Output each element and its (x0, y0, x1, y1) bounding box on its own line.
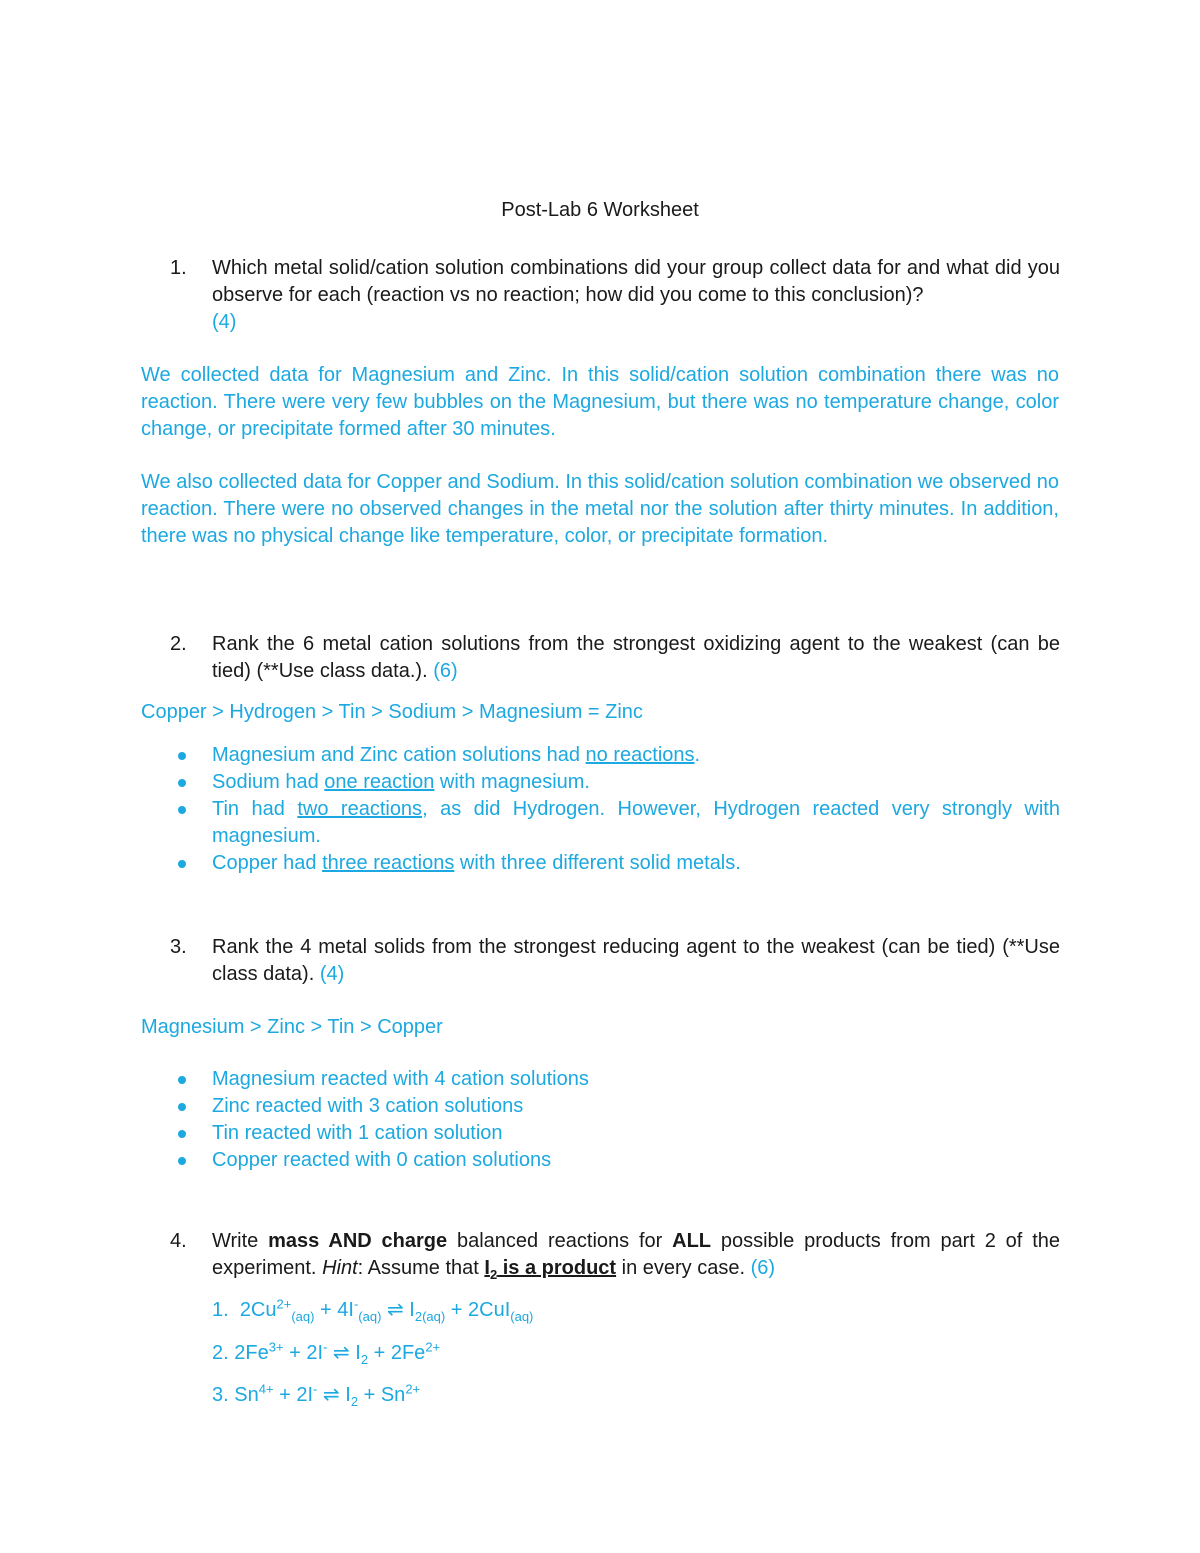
question-number: 4. (170, 1230, 187, 1252)
q2-bullet-list (170, 742, 1060, 877)
bullet-icon (178, 860, 186, 868)
equation-2: 2. $2Fe^{3+} + 2I^-$ ⇌ $I_2 + 2Fe^{2+}$ (212, 1339, 441, 1367)
list-item: Tin reacted with 1 cation solution (170, 1120, 1060, 1147)
answer-1-paragraph-1: We collected data for Magnesium and Zinc. In this solid/cation solution combination there was no reaction. There were very few bubbles on the Magnesium, but there was no temperature change, color change, or precipitate formed after 30 minutes. (141, 364, 1059, 440)
list-item: Copper reacted with 0 cation solutions (170, 1147, 1060, 1174)
list-item: Magnesium and Zinc cation solutions had no reactions. (170, 742, 1060, 769)
question-4 (170, 1228, 1060, 1282)
q3-bullet-list (170, 1066, 1060, 1174)
bullet-icon (178, 806, 186, 814)
question-1 (170, 255, 1060, 336)
page-title: Post-Lab 6 Worksheet (501, 199, 699, 221)
bullet-icon (178, 752, 186, 760)
list-item: Magnesium reacted with 4 cation solutions (170, 1066, 1060, 1093)
list-item: Zinc reacted with 3 cation solutions (170, 1093, 1060, 1120)
question-number: 3. (170, 936, 187, 958)
bullet-icon (178, 779, 186, 787)
question-text (212, 934, 1060, 988)
bullet-icon (178, 1157, 186, 1165)
question-text (212, 255, 1060, 336)
question-2-text: Rank the 6 metal cation solutions from the strongest oxidizing agent to the weakest (can be tied) (**Use class data.). (212, 633, 1060, 682)
question-3-text: Rank the 4 metal solids from the strongest reducing agent to the weakest (can be tied) (**Use class data). (212, 936, 1060, 985)
list-item: Sodium had one reaction with magnesium. (170, 769, 1060, 796)
question-number: 1. (170, 257, 187, 279)
question-text (212, 631, 1060, 685)
question-2 (170, 631, 1060, 685)
reducing-ranking: Magnesium > Zinc > Tin > Copper (141, 1016, 443, 1038)
bullet-icon (178, 1076, 186, 1084)
oxidizing-ranking: Copper > Hydrogen > Tin > Sodium > Magnesium = Zinc (141, 701, 643, 723)
equation-1: 1. $2Cu^{2+}_{(aq)} + 4I^-_{(aq)}$ ⇌ $I_{2(aq)} + 2CuI_{(aq)}$ (212, 1296, 534, 1324)
question-3-points: (4) (319, 963, 345, 985)
list-item: Tin had two reactions, as did Hydrogen. However, Hydrogen reacted very strongly with magnesium. (170, 796, 1060, 850)
question-number: 2. (170, 633, 187, 655)
answer-1-paragraph-2: We also collected data for Copper and Sodium. In this solid/cation solution combination we observed no reaction. There were no observed changes in the metal nor the solution after thirty minutes. In addition, there was no physical change like temperature, color, or precipitate formation. (141, 471, 1059, 547)
question-3 (170, 934, 1060, 988)
list-item: Copper had three reactions with three different solid metals. (170, 850, 1060, 877)
question-4-points: (6) (750, 1257, 776, 1279)
bullet-icon (178, 1103, 186, 1111)
question-1-text: Which metal solid/cation solution combinations did your group collect data for and what did you observe for each (reaction vs no reaction; how did you come to this conclusion)? (212, 257, 1060, 306)
bullet-icon (178, 1130, 186, 1138)
question-1-points: (4) (212, 311, 237, 333)
question-text: Write mass AND charge balanced reactions for ALL possible products from part 2 of the experiment. Hint: Assume that $I_2$ is a product in every case. (6) (212, 1230, 1060, 1282)
equation-3: 3. $Sn^{4+} + 2I^-$ ⇌ $I_2 + Sn^{2+}$ (212, 1381, 421, 1409)
question-2-points: (6) (433, 660, 458, 682)
